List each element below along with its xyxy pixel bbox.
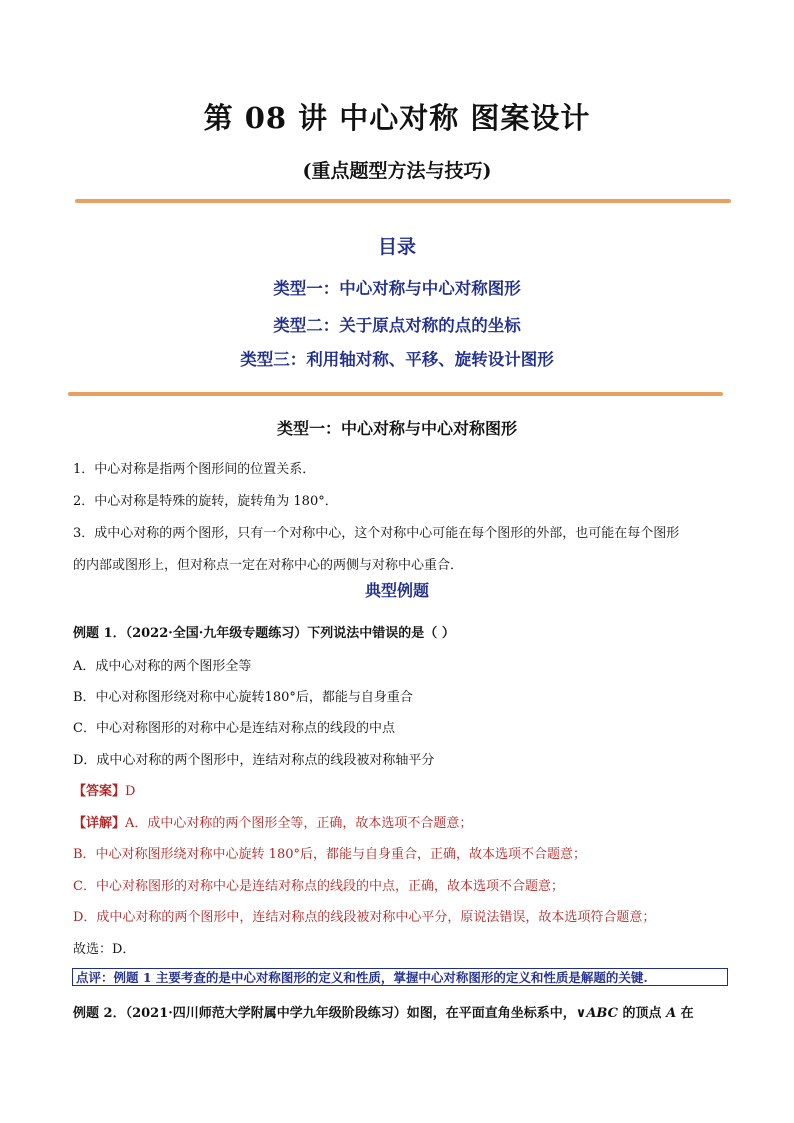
point-3: 3．成中心对称的两个图形，只有一个对称中心，这个对称中心可能在每个图形的外部，也可能在每个图形 (73, 526, 680, 541)
divider-toc (68, 392, 723, 396)
answer-label: 【答案】 (73, 784, 126, 799)
detail-d: D．成中心对称的两个图形中，连结对称点的线段被对称中心平分，原说法错误，故本选项符合题意； (73, 910, 656, 925)
lecture-subtitle: (重点题型方法与技巧) (302, 160, 492, 182)
option-d: D．成中心对称的两个图形中，连结对称点的线段被对称轴平分 (73, 753, 435, 768)
toc-item-type3[interactable]: 类型三：利用轴对称、平移、旋转设计图形 (240, 350, 554, 369)
toc-item-type1[interactable]: 类型一：中心对称与中心对称图形 (273, 279, 521, 298)
point-1: 1．中心对称是指两个图形间的位置关系． (73, 462, 316, 477)
comment-box: 点评：例题 1 主要考查的是中心对称图形的定义和性质，掌握中心对称图形的定义和性质是解题的关键. (72, 968, 728, 986)
lecture-title: 第 08 讲 中心对称 图案设计 (203, 101, 591, 135)
divider-top (75, 199, 731, 203)
detail-label: 【详解】 (73, 816, 126, 831)
examples-heading: 典型例题 (364, 581, 429, 600)
selection-line: 故选：D． (73, 942, 136, 957)
option-c: C．中心对称图形的对称中心是连结对称点的线段的中点 (73, 721, 395, 736)
point-3-continued: 的内部或图形上，但对称点一定在对称中心的两侧与对称中心重合． (73, 558, 464, 573)
example2-question (73, 1002, 733, 1021)
detail-b: B．中心对称图形绕对称中心旋转 180°后，都能与自身重合，正确，故本选项不合题意； (73, 847, 586, 862)
section-heading: 类型一：中心对称与中心对称图形 (276, 419, 517, 438)
example2-prefix: 例题 2．（2021·四川师范大学附属中学九年级阶段练习）如图，在平面直角坐标系中， (73, 1006, 576, 1021)
answer-value: D (125, 784, 136, 799)
point-2: 2．中心对称是特殊的旋转，旋转角为 180°． (73, 494, 338, 509)
example1-question: 例题 1．（2022·全国·九年级专题练习）下列说法中错误的是（ ） (73, 626, 455, 641)
answer-line (73, 780, 733, 799)
option-b: B．中心对称图形绕对称中心旋转180°后，都能与自身重合 (73, 690, 413, 705)
detail-c: C．中心对称图形的对称中心是连结对称点的线段的中点，正确，故本选项不合题意； (73, 879, 564, 894)
example2-mid: 的顶点 (618, 1006, 667, 1021)
vertex-label: A (666, 1006, 677, 1021)
example2-suffix: 在 (676, 1006, 694, 1021)
detail-line-a (73, 812, 733, 831)
triangle-symbol: ∨ABC (575, 1006, 618, 1021)
option-a: A．成中心对称的两个图形全等 (73, 659, 252, 674)
detail-a: A．成中心对称的两个图形全等，正确，故本选项不合题意； (125, 816, 473, 831)
toc-heading: 目录 (377, 236, 416, 258)
toc-item-type2[interactable]: 类型二：关于原点对称的点的坐标 (273, 316, 521, 335)
